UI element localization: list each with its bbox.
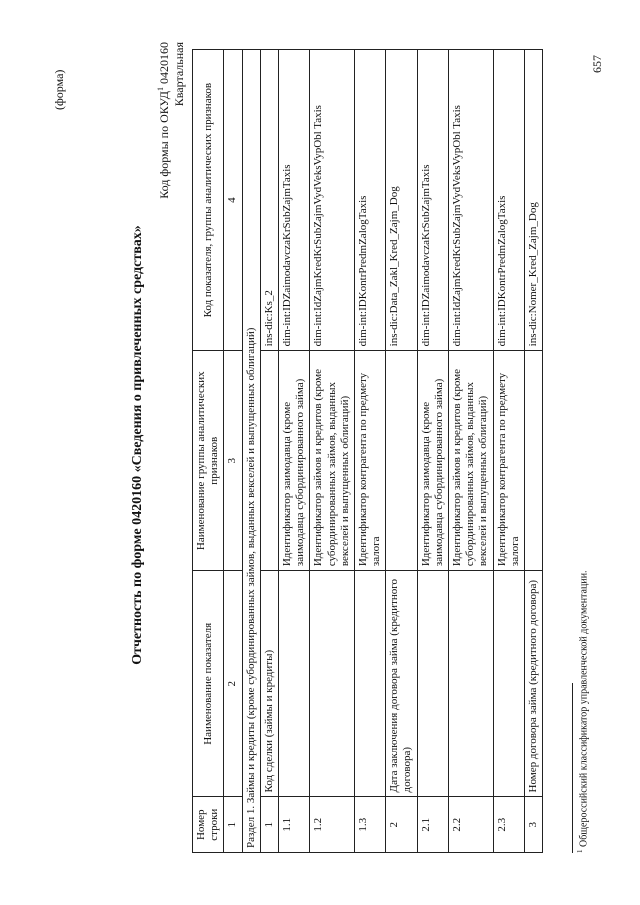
section-row bbox=[242, 50, 260, 853]
indicator-code-cell: dim-int:IDKontrPredmZalogTaxis bbox=[354, 50, 385, 351]
header-num-3: 3 bbox=[224, 351, 242, 571]
indicator-name-cell: Дата заключения договора займа (кредитного договора) bbox=[386, 571, 417, 797]
indicator-name-cell bbox=[417, 571, 448, 797]
indicator-name-cell bbox=[310, 571, 355, 797]
header-group-name: Наименование группы аналитических признаков bbox=[193, 351, 224, 571]
row-number-cell: 1.3 bbox=[354, 797, 385, 853]
indicator-name-cell bbox=[493, 571, 524, 797]
header-number-row bbox=[224, 50, 242, 853]
table-row bbox=[449, 50, 494, 853]
table-row bbox=[493, 50, 524, 853]
table-row bbox=[354, 50, 385, 853]
group-name-cell: Идентификатор займов и кредитов (кроме субординированных займов, выданных векселей и выпущенных облигаций) bbox=[449, 351, 494, 571]
okud-code-value: 0420160 bbox=[157, 42, 171, 84]
row-number-cell: 2.1 bbox=[417, 797, 448, 853]
header-num-1: 1 bbox=[224, 797, 242, 853]
indicator-code-cell: dim-int:IDKontrPredmZalogTaxis bbox=[493, 50, 524, 351]
group-name-cell bbox=[524, 351, 542, 571]
header-code: Код показателя, группы аналитических признаков bbox=[193, 50, 224, 351]
indicator-name-cell: Номер договора займа (кредитного договора) bbox=[524, 571, 542, 797]
okud-code-line bbox=[156, 42, 172, 199]
group-name-cell: Идентификатор контрагента по предмету залога bbox=[493, 351, 524, 571]
indicator-code-cell: dim-int:IdZajmKredKrSubZajmVydVeksVypObl Taxis bbox=[449, 50, 494, 351]
footnote bbox=[576, 570, 589, 853]
group-name-cell bbox=[386, 351, 417, 571]
group-name-cell bbox=[260, 351, 278, 571]
table-row bbox=[310, 50, 355, 853]
page-number: 657 bbox=[590, 55, 604, 73]
row-number-cell: 1 bbox=[260, 797, 278, 853]
header-row bbox=[193, 50, 224, 853]
document-title: Отчетность по форме 0420160 «Сведения о привлеченных средствах» bbox=[130, 225, 145, 665]
group-name-cell: Идентификатор заимодавца (кроме заимодавца субординированного займа) bbox=[278, 351, 309, 571]
indicator-code-cell: dim-int:IdZajmKredKrSubZajmVydVeksVypObl Taxis bbox=[310, 50, 355, 351]
table-body bbox=[242, 50, 543, 853]
section-title: Раздел 1. Займы и кредиты (кроме субординированных займов, выданных векселей и выпущенных облигаций) bbox=[242, 50, 260, 853]
footnote-divider bbox=[572, 683, 573, 853]
table-row bbox=[386, 50, 417, 853]
indicator-name-cell bbox=[278, 571, 309, 797]
indicator-code-cell: dim-int:IDZaimodavczaKrSubZajmTaxis bbox=[278, 50, 309, 351]
okud-code-label: Код формы по ОКУД bbox=[157, 91, 171, 199]
row-number-cell: 1.1 bbox=[278, 797, 309, 853]
indicator-code-cell: dim-int:IDZaimodavczaKrSubZajmTaxis bbox=[417, 50, 448, 351]
row-number-cell: 3 bbox=[524, 797, 542, 853]
indicator-code-cell: ins-dic:Data_Zakl_Kred_Zajm_Dog bbox=[386, 50, 417, 351]
row-number-cell: 2.2 bbox=[449, 797, 494, 853]
row-number-cell: 2 bbox=[386, 797, 417, 853]
indicators-table bbox=[192, 49, 543, 853]
group-name-cell: Идентификатор контрагента по предмету залога bbox=[354, 351, 385, 571]
indicator-code-cell: ins-dic:Ks_2 bbox=[260, 50, 278, 351]
indicator-name-cell: Код сделки (займы и кредиты) bbox=[260, 571, 278, 797]
row-number-cell: 1.2 bbox=[310, 797, 355, 853]
footnote-marker: 1 bbox=[576, 849, 584, 853]
indicator-name-cell bbox=[449, 571, 494, 797]
indicator-name-cell bbox=[354, 571, 385, 797]
form-label: (форма) bbox=[52, 69, 66, 110]
header-num-4: 4 bbox=[224, 50, 242, 351]
group-name-cell: Идентификатор заимодавца (кроме заимодавца субординированного займа) bbox=[417, 351, 448, 571]
group-name-cell: Идентификатор займов и кредитов (кроме субординированных займов, выданных векселей и выпущенных облигаций) bbox=[310, 351, 355, 571]
header-indicator-name: Наименование показателя bbox=[193, 571, 224, 797]
table-row bbox=[278, 50, 309, 853]
header-row-number: Номер строки bbox=[193, 797, 224, 853]
table-row bbox=[524, 50, 542, 853]
table-row bbox=[417, 50, 448, 853]
header-num-2: 2 bbox=[224, 571, 242, 797]
periodicity: Квартальная bbox=[172, 42, 186, 107]
indicator-code-cell: ins-dic:Nomer_Kred_Zajm_Dog bbox=[524, 50, 542, 351]
row-number-cell: 2.3 bbox=[493, 797, 524, 853]
footnote-text: Общероссийский классификатор управленческой документации. bbox=[578, 570, 590, 847]
okud-footnote-ref: 1 bbox=[156, 87, 165, 91]
table-row bbox=[260, 50, 278, 853]
